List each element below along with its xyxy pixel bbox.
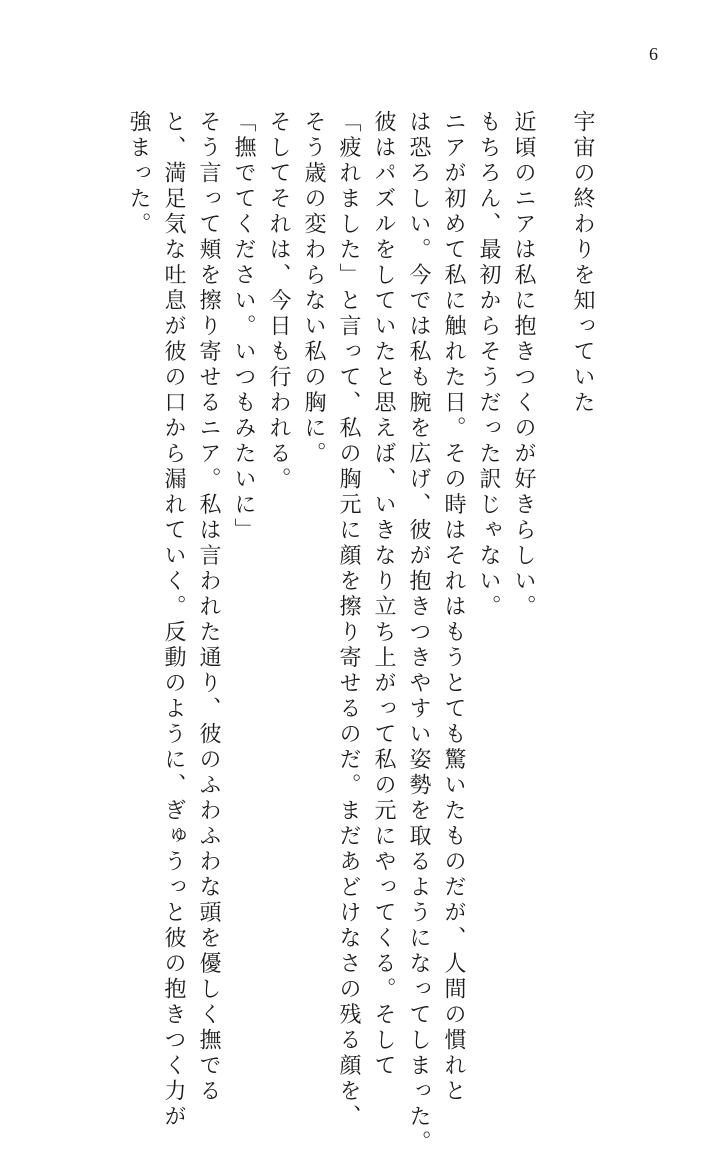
text-line: そう歳の変わらない私の胸に。 — [301, 110, 326, 467]
text-line: は恐ろしい。今では私も腕を広げ、彼が抱きつきやすい姿勢を取るようになってしまった。 — [406, 110, 431, 1156]
text-line: 「撫でてください。いつもみたいに」 — [231, 110, 256, 544]
text-line: 強まった。 — [126, 110, 151, 238]
chapter-title: 宇宙の終わりを知っていた — [570, 110, 595, 416]
text-line: 近頃のニアは私に抱きつくのが好きらしい。 — [511, 110, 536, 620]
text-line: そしてそれは、今日も行われる。 — [266, 110, 291, 493]
text-line: と、満足気な吐息が彼の口から漏れていく。反動のように、ぎゅうっと彼の抱きつく力が — [161, 110, 186, 1130]
page-number: 6 — [649, 44, 658, 64]
text-line: 「疲れました」と言って、私の胸元に顔を擦り寄せるのだ。まだあどけなさの残る顔を、 — [336, 110, 361, 1130]
text-line: そう言って頬を擦り寄せるニア。私は言われた通り、彼のふわふわな頭を優しく撫でる — [196, 110, 221, 1105]
text-line: もちろん、最初からそうだった訳じゃない。 — [476, 110, 501, 620]
text-line: ニアが初めて私に触れた日。その時はそれはもうとても驚いたものだが、人間の慣れと — [441, 110, 466, 1105]
text-line: 彼はパズルをしていたと思えば、いきなり立ち上がって私の元にやってくる。そして — [371, 110, 396, 1079]
vertical-text-body — [121, 110, 600, 1156]
